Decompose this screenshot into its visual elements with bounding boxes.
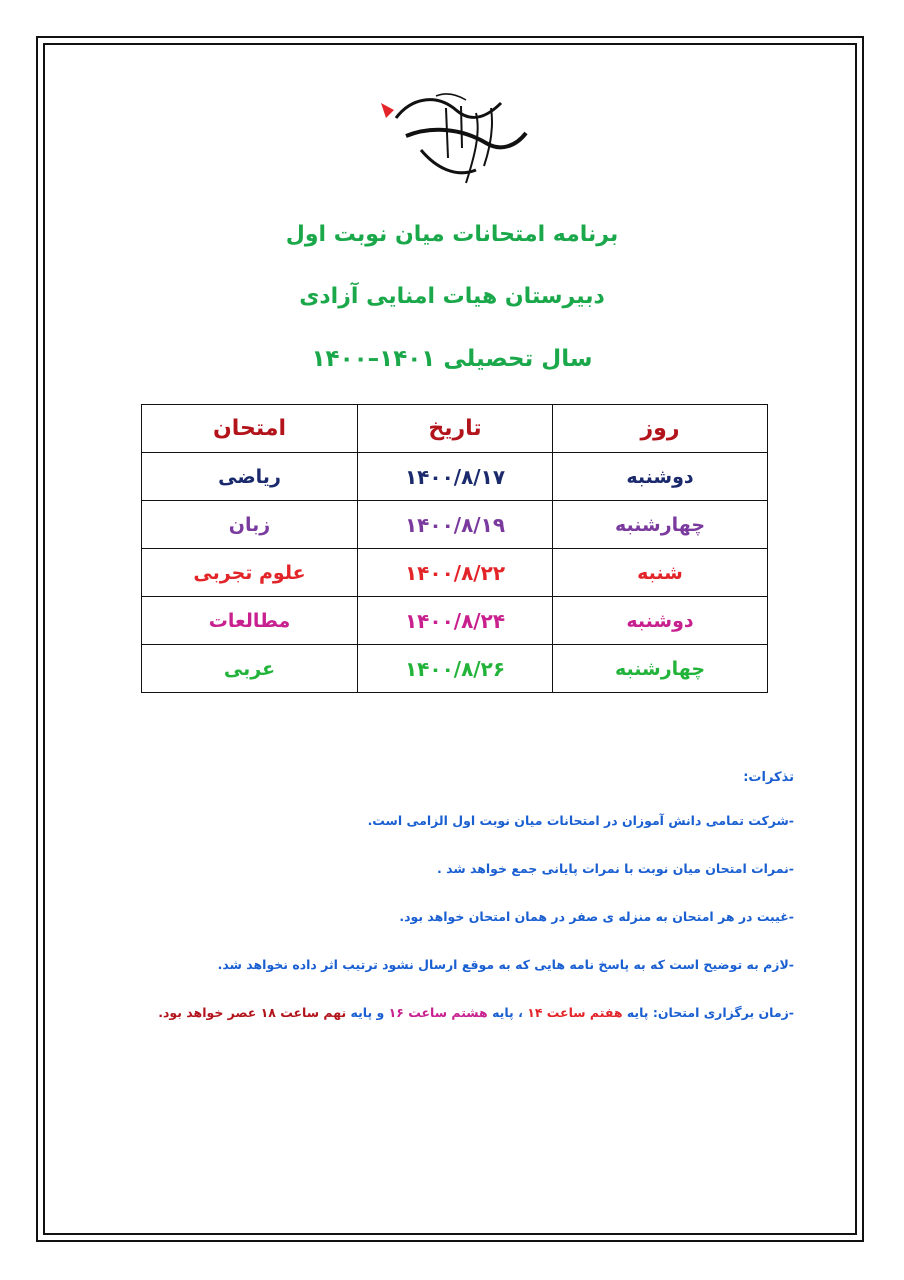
table-row	[142, 645, 768, 693]
bismillah-calligraphy-logo	[376, 88, 532, 188]
cell-exam: ریاضی	[142, 453, 358, 501]
academic-year: سال تحصیلی ۱۴۰۱–۱۴۰۰	[311, 346, 593, 372]
note-item: -لازم به توضیح است که به پاسخ نامه هایی که به موقع ارسال نشود ترتیب اثر داده نخواهد شد.	[217, 957, 794, 972]
header-exam: امتحان	[142, 405, 358, 453]
cell-date: ۱۴۰۰/۸/۲۶	[358, 645, 553, 693]
school-name: دبیرستان هیات امنایی آزادی	[299, 284, 605, 309]
exam-times-prefix: -زمان برگزاری امتحان: پایه	[626, 1005, 794, 1020]
table-row	[142, 453, 768, 501]
table-row	[142, 501, 768, 549]
cell-exam: مطالعات	[142, 597, 358, 645]
exam-times-sep2: و پایه	[350, 1005, 385, 1020]
grade9-time: نهم ساعت ۱۸	[260, 1005, 347, 1020]
cell-date: ۱۴۰۰/۸/۲۴	[358, 597, 553, 645]
cell-date: ۱۴۰۰/۸/۲۲	[358, 549, 553, 597]
exam-times-sep1: ، پایه	[492, 1005, 523, 1020]
cell-day: شنبه	[553, 549, 768, 597]
table-header-row	[142, 405, 768, 453]
header-day: روز	[553, 405, 768, 453]
exam-schedule-table	[141, 404, 768, 693]
notes-title: تذکرات:	[743, 770, 794, 785]
grade7-time: هفتم ساعت ۱۴	[527, 1005, 623, 1020]
note-exam-times	[110, 1005, 794, 1053]
table-row	[142, 549, 768, 597]
note-item: -غیبت در هر امتحان به منزله ی صفر در همان امتحان خواهد بود.	[399, 909, 794, 924]
notes-section	[110, 770, 794, 1053]
table-row	[142, 597, 768, 645]
note-item: -شرکت تمامی دانش آموزان در امتحانات میان نوبت اول الزامی است.	[367, 813, 794, 828]
cell-day: چهارشنبه	[553, 645, 768, 693]
cell-day: دوشنبه	[553, 453, 768, 501]
note-item: -نمرات امتحان میان نوبت با نمرات پایانی جمع خواهد شد .	[437, 861, 794, 876]
cell-exam: عربی	[142, 645, 358, 693]
cell-day: دوشنبه	[553, 597, 768, 645]
header-date: تاریخ	[358, 405, 553, 453]
exam-times-suffix: عصر خواهد بود.	[158, 1005, 257, 1020]
exam-schedule-title: برنامه امتحانات میان نوبت اول	[285, 222, 619, 247]
cell-date: ۱۴۰۰/۸/۱۹	[358, 501, 553, 549]
cell-exam: زبان	[142, 501, 358, 549]
cell-day: چهارشنبه	[553, 501, 768, 549]
cell-date: ۱۴۰۰/۸/۱۷	[358, 453, 553, 501]
grade8-time: هشتم ساعت ۱۶	[388, 1005, 488, 1020]
cell-exam: علوم تجربی	[142, 549, 358, 597]
